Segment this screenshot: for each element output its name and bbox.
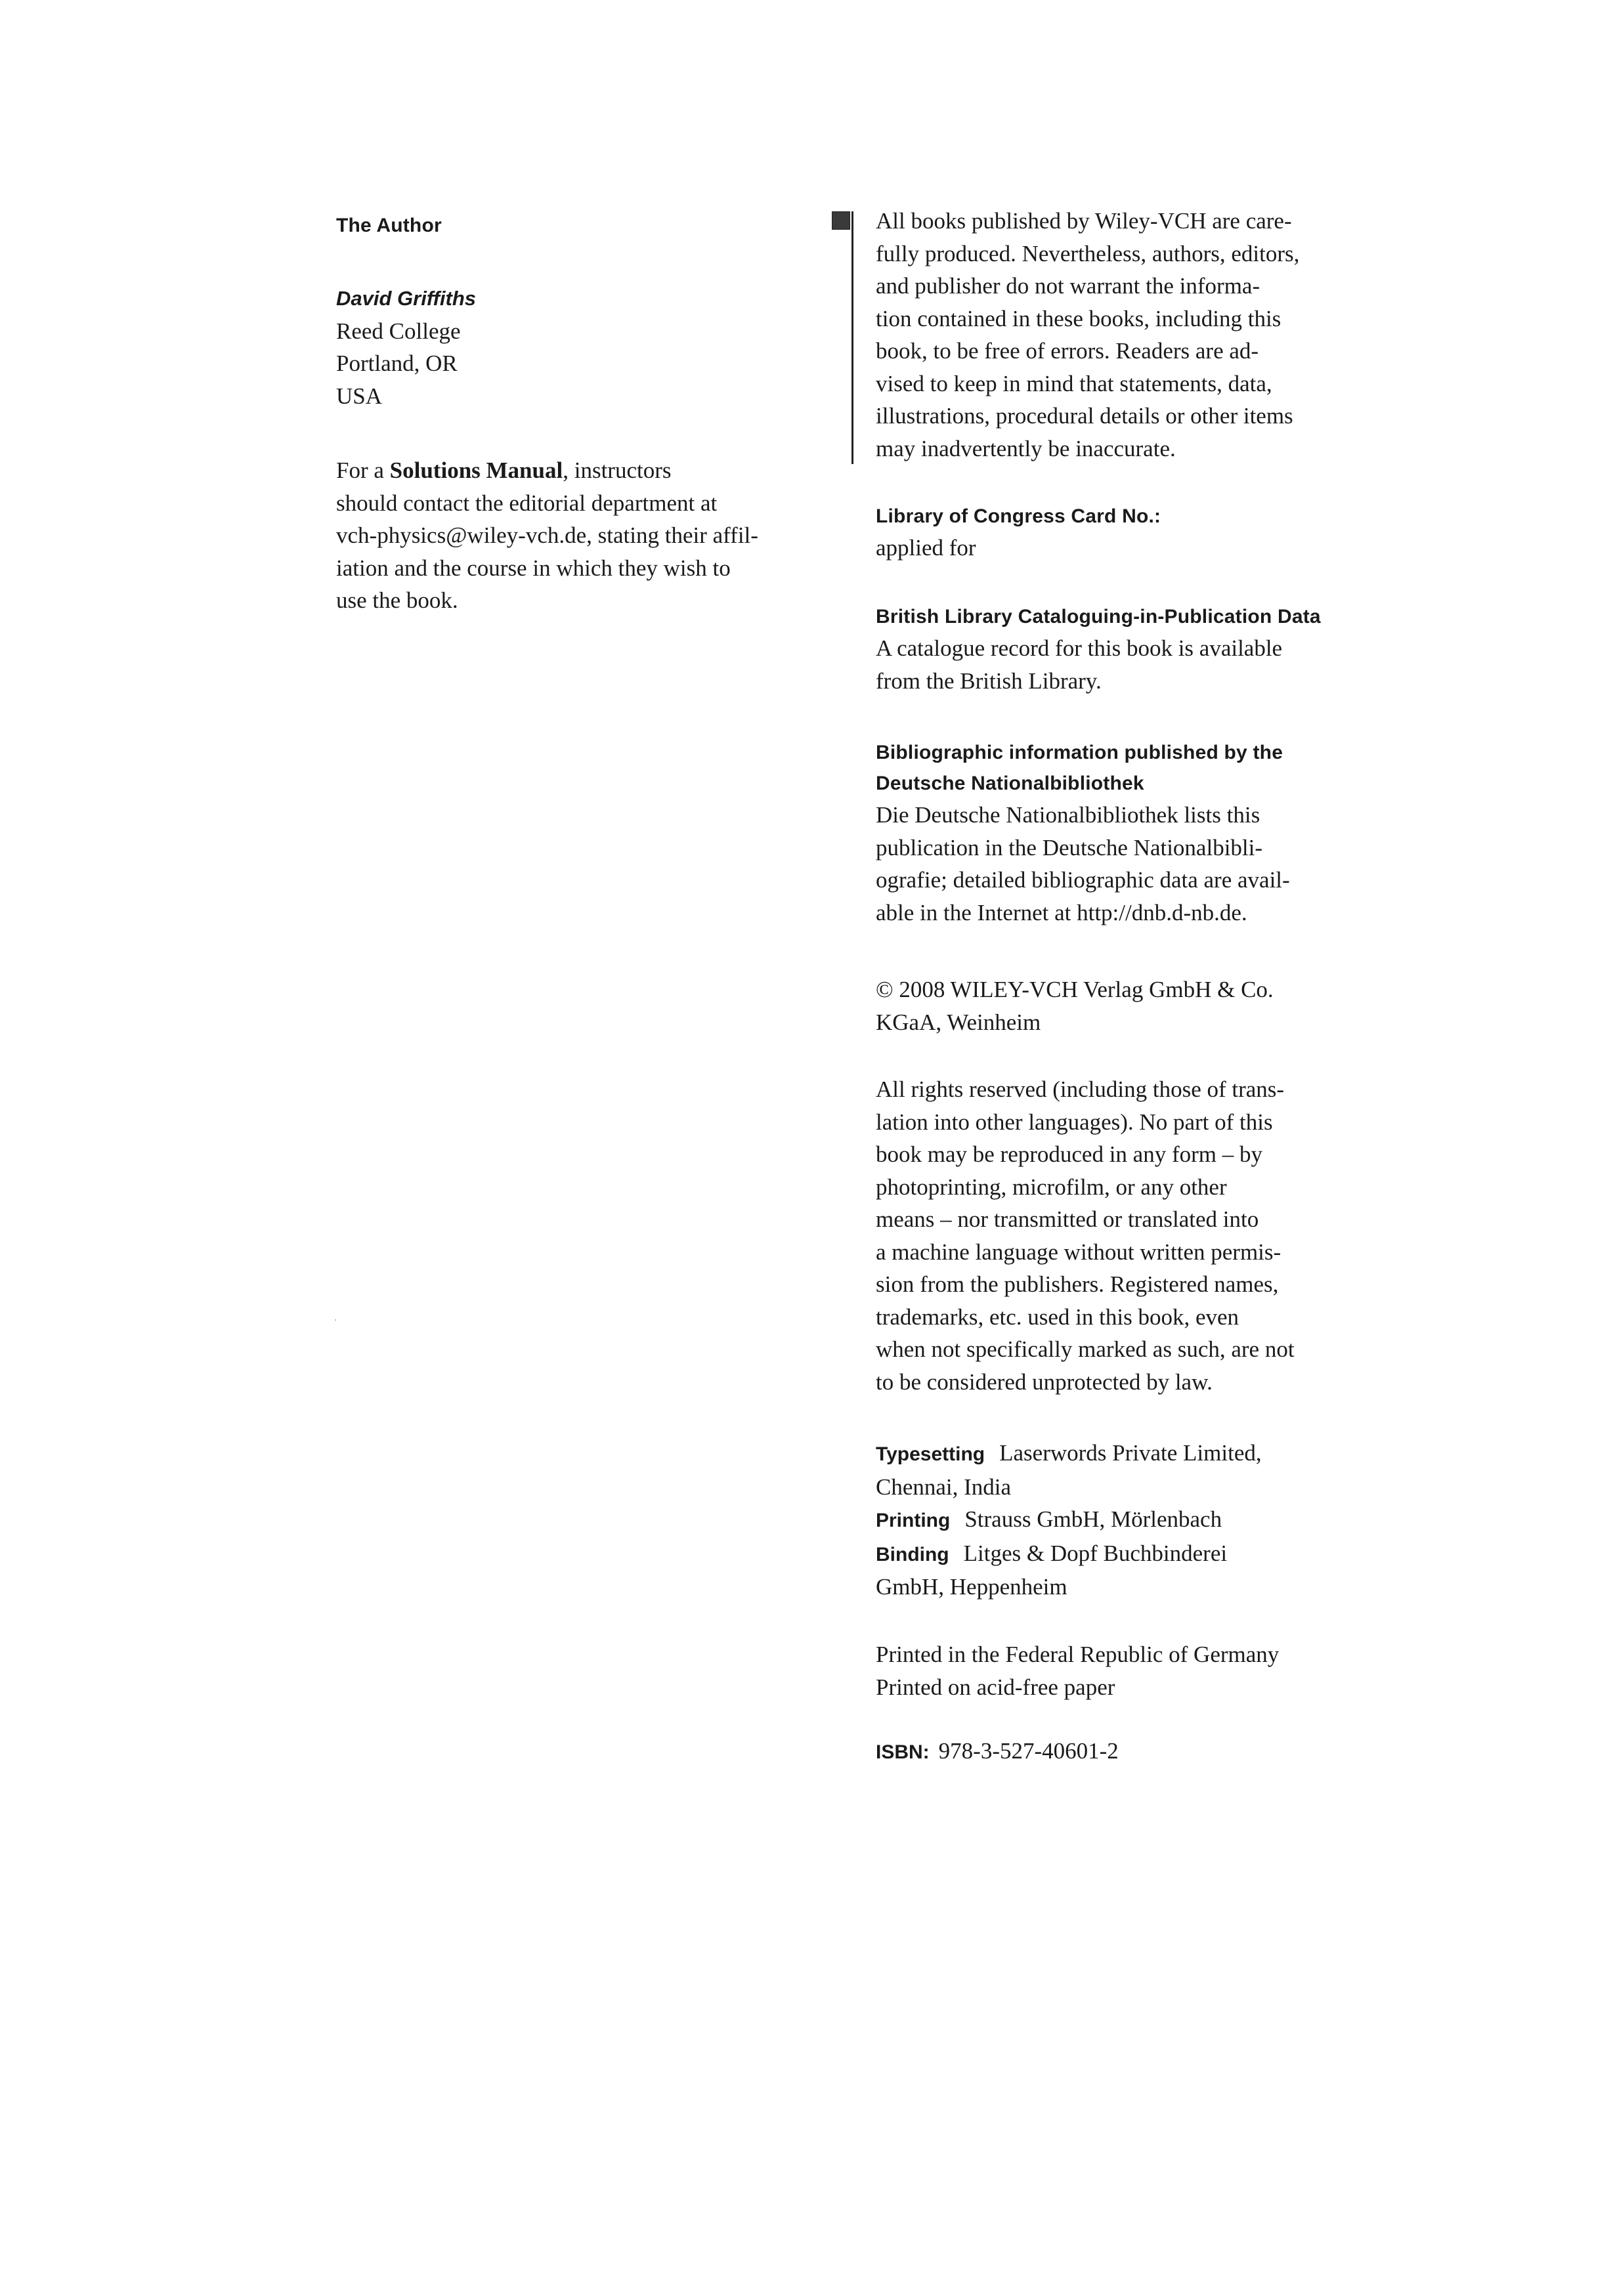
library-of-congress	[876, 501, 1375, 564]
dnb-heading: Deutsche Nationalbibliothek	[876, 773, 1144, 794]
production-credits: Typesetting Laserwords Private Limited, Chennai, India Printing Strauss GmbH, Mörlenbach Binding Litges & Dopf Buchbinderei GmbH, Heppenheim	[876, 1440, 1262, 1600]
printed-info: Printed in the Federal Republic of Germany Printed on acid-free paper	[876, 1642, 1280, 1700]
author-address-line: Portland, OR	[336, 351, 458, 376]
margin-rule	[851, 211, 853, 464]
rights-reserved: All rights reserved (including those of trans- lation into other languages). No part of this book may be reproduced in any form – by photoprinting, microfilm, or any other means – nor transmitted or translated into a machine language without written permis- sion from the publishers. Registered names, trademarks, etc. used in this book, even when not specifically marked as such, are not to be considered unprotected by law.	[876, 1076, 1295, 1395]
isbn-label: ISBN:	[876, 1741, 930, 1763]
disclaimer: All books published by Wiley-VCH are care- fully produced. Nevertheless, authors, editors, and publisher do not warrant the informa- tion contained in these books, including this book, to be free of errors. Readers are ad- vised to keep in mind that statements, data, illustrations, procedural details or other items may inadvertently be inaccurate.	[876, 208, 1300, 461]
copyright: © 2008 WILEY-VCH Verlag GmbH & Co. KGaA, Weinheim	[876, 977, 1274, 1035]
typesetting-label: Typesetting	[876, 1443, 985, 1465]
author-address-line: USA	[336, 383, 383, 409]
dnb-info: Bibliographic information published by the Deutsche Nationalbibliothek Die Deutsche Nationalbibliothek lists this publication in the Deutsche Nationalbibli- ografie; detailed bibliographic data are avail- able in the Internet at http://dnb.d-nb.de.	[876, 737, 1375, 929]
solutions-manual-label: Solutions Manual	[389, 457, 563, 483]
author-address-line: Reed College	[336, 318, 461, 344]
loc-heading: Library of Congress Card No.:	[876, 505, 1161, 527]
author-heading: The Author	[336, 215, 442, 236]
binding-label: Binding	[876, 1543, 949, 1565]
dnb-heading: Bibliographic information published by the	[876, 742, 1283, 763]
isbn	[876, 1735, 1375, 1769]
loc-text: applied for	[876, 535, 976, 561]
british-library: British Library Cataloguing-in-Publication Data A catalogue record for this book is available from the British Library.	[876, 601, 1375, 697]
margin-marker-icon	[832, 211, 850, 230]
scan-speck	[335, 1319, 336, 1321]
printing-label: Printing	[876, 1510, 951, 1531]
isbn-value: 978-3-527-40601-2	[938, 1738, 1119, 1764]
solutions-manual-note: For a Solutions Manual, instructors should contact the editorial department at vch-physics@wiley-vch.de, stating their affil- iation and the course in which they wish to use the book.	[336, 454, 809, 617]
author-block	[336, 282, 809, 412]
author-name: David Griffiths	[336, 287, 477, 310]
contact-email: vch-physics@wiley-vch.de, stating their affil-	[336, 522, 758, 548]
british-library-heading: British Library Cataloguing-in-Publication Data	[876, 606, 1321, 627]
